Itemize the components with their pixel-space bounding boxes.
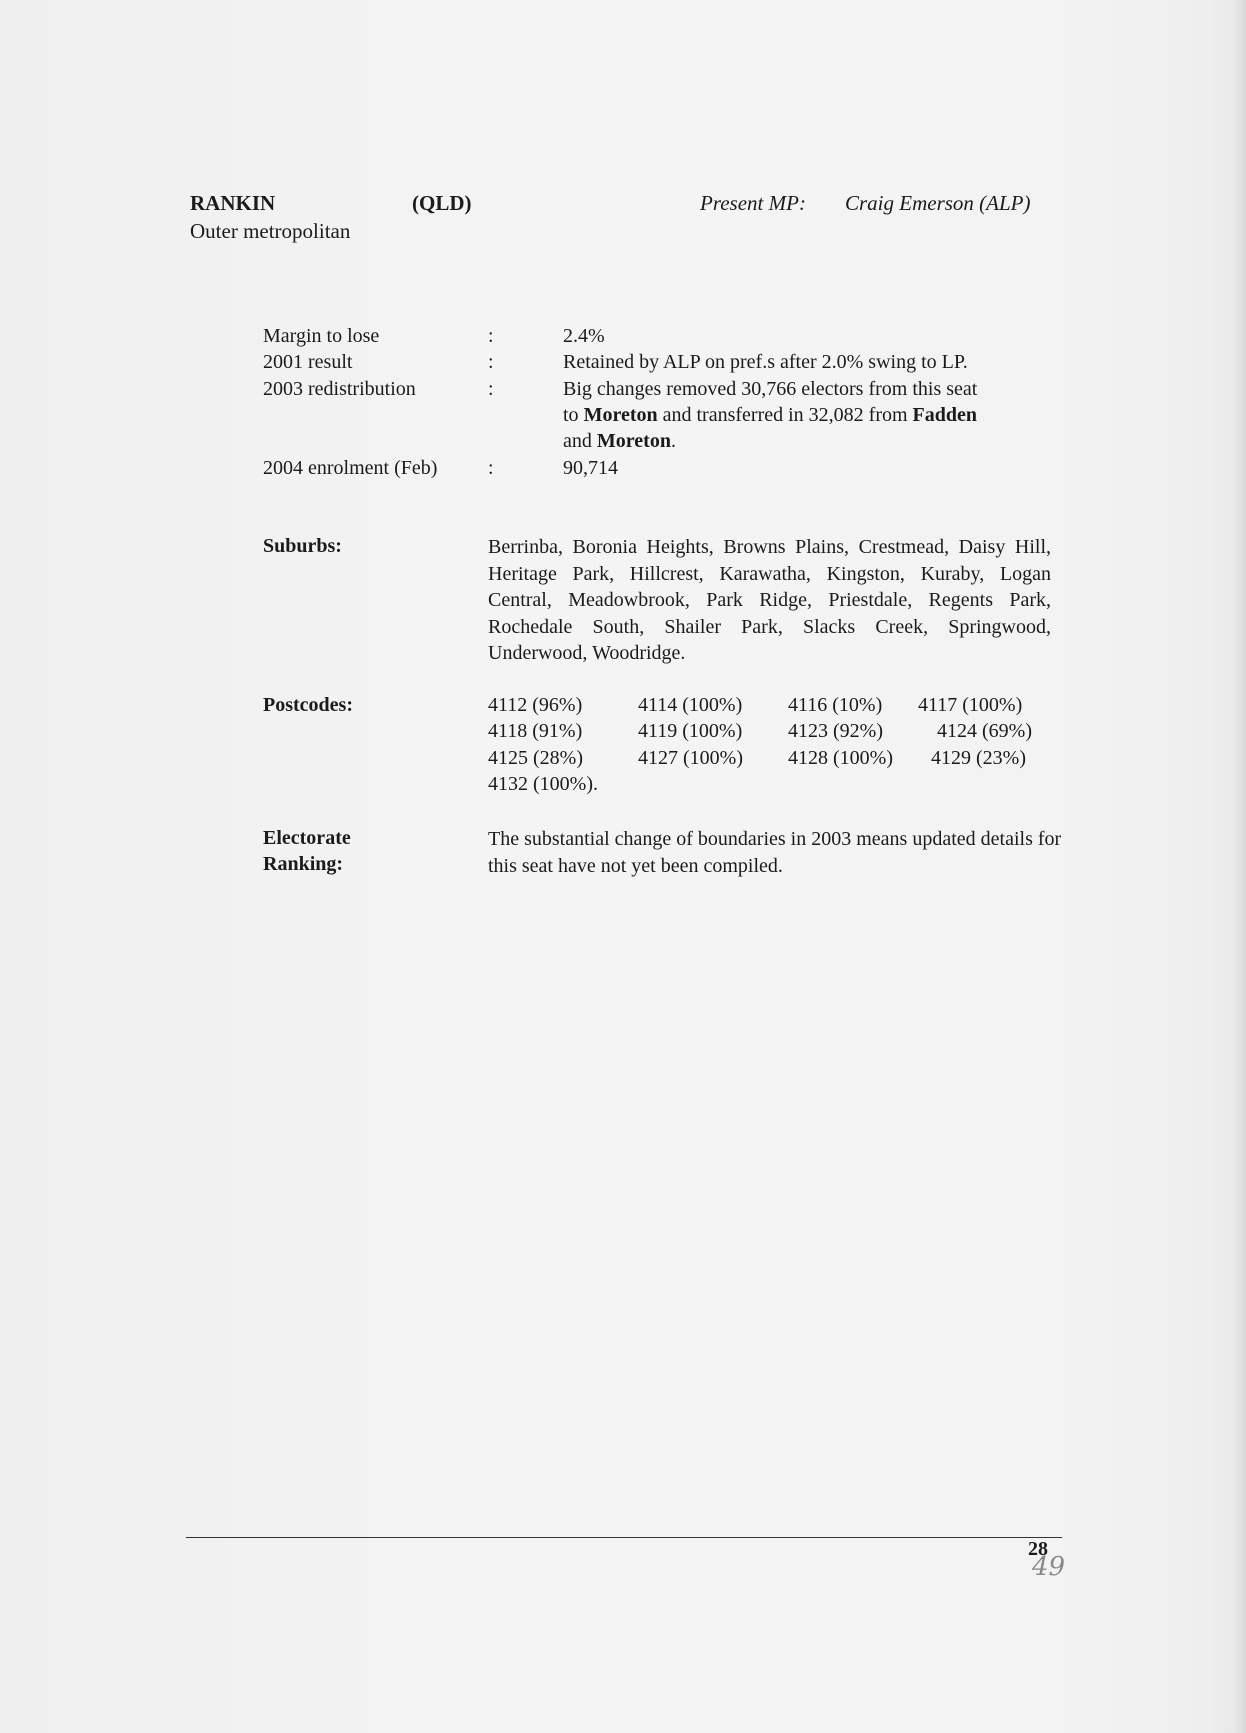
suburbs-label: Suburbs:	[263, 535, 342, 557]
electorate-label-line-2: Ranking:	[263, 853, 344, 875]
postcode-cell: 4124 (69%)	[937, 720, 1032, 742]
electorate-label-line-1: Electorate	[263, 827, 351, 849]
redistribution-line-3	[563, 430, 676, 453]
enrolment-colon: :	[488, 457, 494, 479]
margin-colon: :	[488, 325, 494, 347]
postcode-cell: 4123 (92%)	[788, 720, 883, 742]
result-value: Retained by ALP on pref.s after 2.0% swing to LP.	[563, 351, 968, 373]
postcode-cell: 4132 (100%).	[488, 773, 598, 795]
present-mp-label: Present MP:	[700, 191, 806, 215]
page-edge-shadow	[1234, 0, 1246, 1733]
postcode-cell: 4112 (96%)	[488, 694, 583, 716]
redistribution-colon: :	[488, 378, 494, 400]
redistribution-moreton: Moreton	[583, 404, 658, 426]
result-label: 2001 result	[263, 351, 353, 373]
redistribution-line-2-mid: and transferred in 32,082 from	[657, 404, 913, 426]
redistribution-line-1: Big changes removed 30,766 electors from this seat	[563, 378, 978, 400]
postcodes-label: Postcodes:	[263, 694, 353, 716]
postcode-cell: 4125 (28%)	[488, 747, 583, 769]
postcode-cell: 4118 (91%)	[488, 720, 583, 742]
seat-category: Outer metropolitan	[190, 219, 351, 243]
margin-label: Margin to lose	[263, 325, 380, 347]
handwritten-page-number: 49	[1032, 1552, 1066, 1582]
present-mp-name: Craig Emerson (ALP)	[845, 191, 1031, 215]
redistribution-moreton-2: Moreton	[596, 430, 671, 452]
postcode-cell: 4119 (100%)	[638, 720, 743, 742]
electorate-text: The substantial change of boundaries in 2003 means updated details for this seat have not yet been compiled.	[488, 828, 1062, 877]
seat-name: RANKIN	[190, 191, 276, 215]
postcode-cell: 4116 (10%)	[788, 694, 883, 716]
enrolment-value: 90,714	[563, 457, 618, 479]
postcode-cell: 4128 (100%)	[788, 747, 893, 769]
redistribution-label: 2003 redistribution	[263, 378, 416, 400]
postcode-cell: 4129 (23%)	[931, 747, 1026, 769]
redistribution-line-3-pre: and	[563, 430, 597, 452]
redistribution-line-2	[563, 404, 977, 427]
seat-state: (QLD)	[412, 191, 472, 215]
result-colon: :	[488, 351, 494, 373]
enrolment-label: 2004 enrolment (Feb)	[263, 457, 438, 479]
redistribution-line-2-pre: to	[563, 404, 584, 426]
footer-rule	[186, 1537, 1062, 1538]
redistribution-fadden: Fadden	[912, 404, 978, 426]
page-number: 28	[1028, 1538, 1048, 1560]
postcode-cell: 4127 (100%)	[638, 747, 743, 769]
postcode-cell: 4117 (100%)	[918, 694, 1023, 716]
postcode-cell: 4114 (100%)	[638, 694, 743, 716]
redistribution-line-3-post: .	[670, 430, 676, 452]
suburbs-text: Berrinba, Boronia Heights, Browns Plains, Crestmead, Daisy Hill, Heritage Park, Hillcrest, Karawatha, Kingston, Kuraby, Logan Central, Meadowbrook, Park Ridge, Priestdale, Regents Park, Rochedale South, Shailer Park, Slacks Creek, Springwood, Underwood, Woodridge.	[488, 536, 1051, 664]
margin-value: 2.4%	[563, 325, 605, 347]
